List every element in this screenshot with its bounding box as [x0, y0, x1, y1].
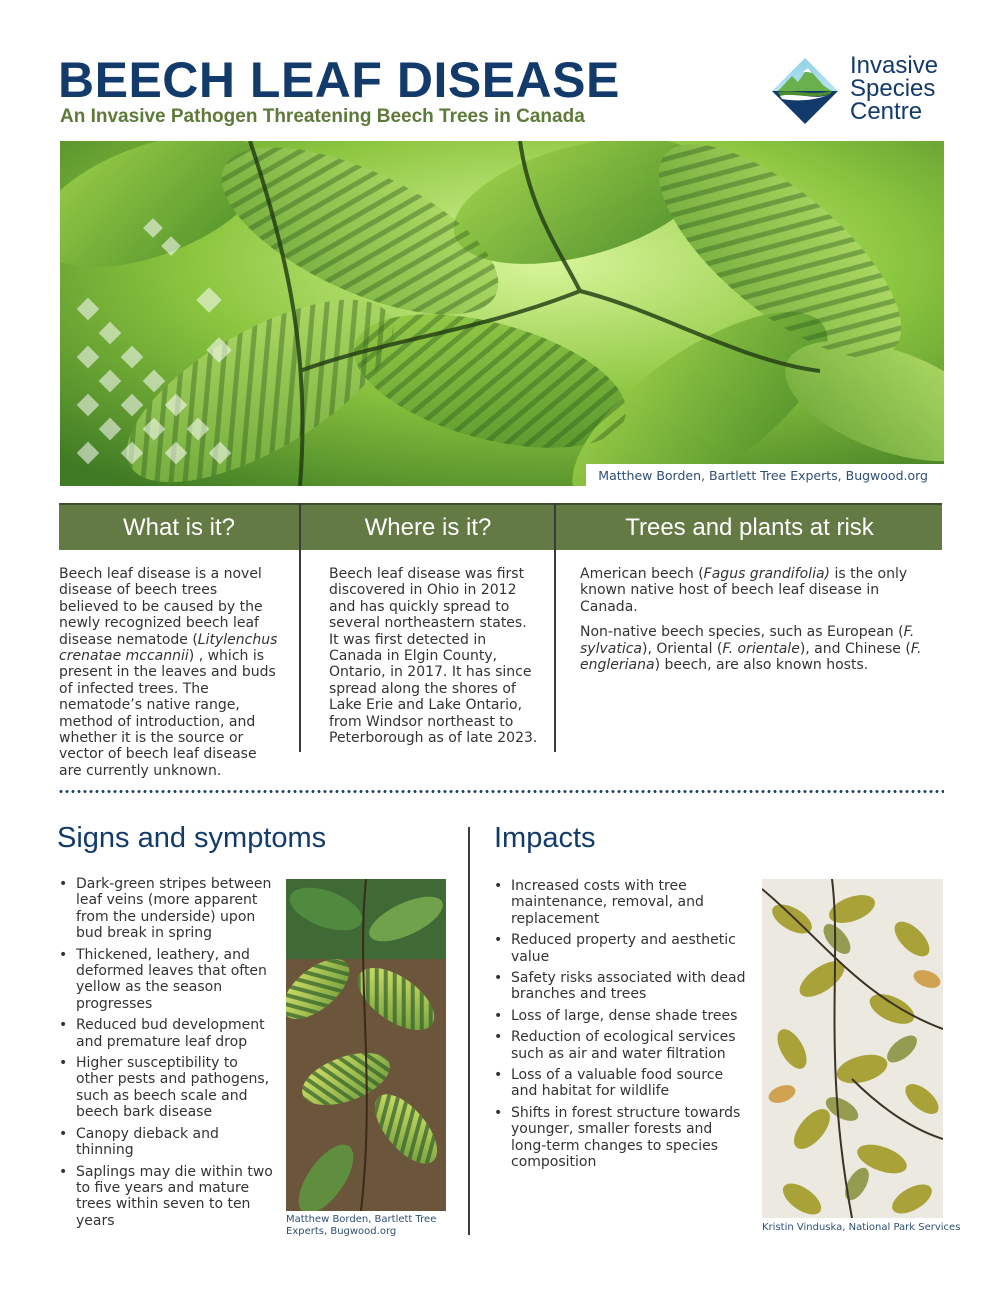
symptomatic-leaves-photo: [286, 879, 446, 1211]
list-item: • Safety risks associated with dead branches and trees: [494, 970, 746, 1003]
page-subtitle: An Invasive Pathogen Threatening Beech Trees in Canada: [60, 106, 585, 127]
what-is-it-text: Beech leaf disease is a novel disease of beech trees believed to be caused by the newly recognized beech leaf disease nematode (Litylenchus crenatae mccannii) , which is present in the leaves and buds of infected trees. The nematode’s native range, method of introduction, and whether it is the source or vector of beech leaf disease are currently unknown.: [59, 566, 278, 779]
where-is-it-text: Beech leaf disease was first discovered in Ohio in 2012 and has quickly spread to several northeastern states. It was first detected in Canada in Elgin County, Ontario, in 2017. It has since spread along the shores of Lake Erie and Lake Ontario, from Windsor northeast to Peterborough as of late 2023.: [329, 566, 538, 747]
logo-text: [850, 54, 938, 123]
logo-line-species: Species: [850, 75, 936, 102]
info-column-headings: [59, 503, 942, 550]
list-item: • Loss of large, dense shade trees: [494, 1008, 746, 1024]
yellowing-leaves-illustration: [762, 879, 943, 1218]
logo-line-invasive: Invasive: [850, 52, 939, 79]
list-item: • Increased costs with tree maintenance, removal, and replacement: [494, 878, 746, 927]
logo-line-centre: Centre: [850, 98, 923, 125]
trees-at-risk-text: American beech (Fagus grandifolia) is the only known native host of beech leaf disease in Canada. Non-native beech species, such as European (F. sylvatica), Oriental (F. orientale), and Chinese (F. engleriana) beech, are also known hosts.: [580, 566, 922, 674]
list-item: • Higher susceptibility to other pests and pathogens, such as beech scale and beech bark disease: [59, 1055, 279, 1121]
signs-photo-credit: Matthew Borden, Bartlett Tree Experts, Bugwood.org: [286, 1214, 437, 1237]
list-item: • Canopy dieback and thinning: [59, 1126, 279, 1159]
list-item: • Reduction of ecological services such as air and water filtration: [494, 1029, 746, 1062]
heading-trees-at-risk: Trees and plants at risk: [625, 514, 874, 541]
hero-photo-beech-leaves: [60, 141, 944, 486]
dotted-divider: [58, 790, 944, 793]
symptomatic-leaves-illustration: [286, 879, 446, 1211]
list-item: • Reduced property and aesthetic value: [494, 932, 746, 965]
column-divider: [299, 503, 301, 752]
impacts-title: Impacts: [494, 822, 596, 854]
list-item: • Dark-green stripes between leaf veins (more apparent from the underside) upon bud break in spring: [59, 876, 279, 942]
page-title: BEECH LEAF DISEASE: [58, 52, 620, 108]
beech-canopy-illustration: [60, 141, 944, 486]
column-divider: [554, 503, 556, 752]
invasive-species-centre-logo: [770, 54, 950, 130]
yellowing-leaves-photo: [762, 879, 943, 1218]
list-item: • Reduced bud development and premature leaf drop: [59, 1017, 279, 1050]
list-item: • Thickened, leathery, and deformed leaves that often yellow as the season progresses: [59, 947, 279, 1013]
list-item: • Loss of a valuable food source and habitat for wildlife: [494, 1067, 746, 1100]
mountain-lake-icon: [770, 56, 840, 126]
hero-photo-credit: Matthew Borden, Bartlett Tree Experts, Bugwood.org: [586, 464, 944, 486]
impacts-list: [494, 878, 746, 1176]
heading-where-is-it: Where is it?: [364, 514, 492, 541]
impacts-photo-credit: Kristin Vinduska, National Park Services: [762, 1222, 961, 1233]
list-item: • Shifts in forest structure towards younger, smaller forests and long-term changes to species composition: [494, 1105, 746, 1171]
signs-list: [59, 876, 279, 1234]
list-item: • Saplings may die within two to five years and mature trees within seven to ten years: [59, 1164, 279, 1230]
signs-symptoms-title: Signs and symptoms: [57, 822, 327, 854]
heading-what-is-it: What is it?: [122, 514, 236, 541]
section-divider: [468, 827, 470, 1235]
